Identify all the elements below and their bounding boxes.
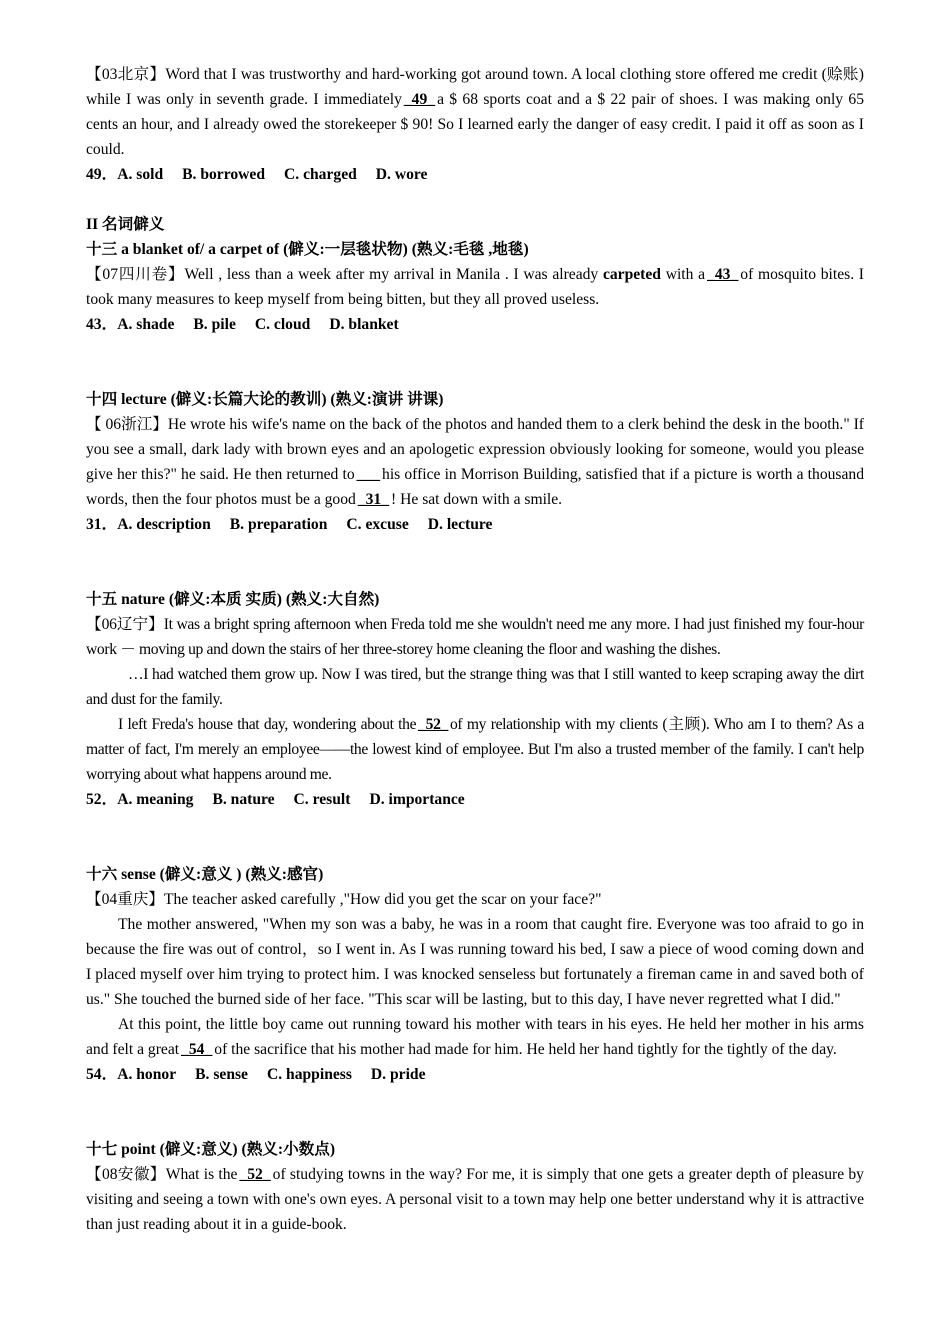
document-page bbox=[86, 62, 864, 1237]
blank-31: _31_ bbox=[357, 491, 390, 508]
option-d: D. blanket bbox=[329, 316, 399, 333]
option-a: A. description bbox=[117, 516, 211, 533]
passage-49: 【03北京】Word that I was trustworthy and hard-working got around town. A local clothing store offered me credit (赊账) while I was only in seventh grade. I immediately _49_ a $ 68 sports coat and a $ 22 pair of shoes. I was making only 65 cents an hour, and I already owed the storekeeper $ 90! So I learned early the danger of easy credit. I paid it off as soon as I could. bbox=[86, 66, 864, 158]
passage-52-para-2: …I had watched them grow up. Now I was tired, but the strange thing was that I still wanted to keep scraping away the dirt and dust for the family. bbox=[86, 666, 864, 708]
option-c: C. happiness bbox=[266, 1066, 352, 1083]
blank-54: _54_ bbox=[181, 1041, 213, 1058]
part-heading: II 名词僻义 bbox=[86, 216, 165, 233]
option-a: A. shade bbox=[117, 316, 175, 333]
option-b: B. borrowed bbox=[182, 166, 266, 183]
section-heading-14: 十四 lecture (僻义:长篇大论的教训) (熟义:演讲 讲课) bbox=[86, 391, 444, 408]
blank-52: _52_ bbox=[418, 716, 448, 733]
option-d: D. wore bbox=[375, 166, 428, 183]
option-b: B. sense bbox=[195, 1066, 248, 1083]
section-heading-16: 十六 sense (僻义:意义 ) (熟义:感官) bbox=[86, 866, 324, 883]
options-54 bbox=[86, 1062, 864, 1087]
passage-54-para-3: At this point, the little boy came out running toward his mother with tears in his eyes. He held her mother in his arms and felt a great _54_ of the sacrifice that his mother had made for him. He held her hand tightly for the tightly of the day. bbox=[86, 1016, 864, 1058]
passage-43: 【07四川卷】Well , less than a week after my arrival in Manila . I was already carpeted with a _43_ of mosquito bites. I took many measures to keep myself from being bitten, but they all proved useless. bbox=[86, 266, 864, 308]
option-b: B. preparation bbox=[229, 516, 328, 533]
question-number: 43． bbox=[86, 316, 118, 333]
section-heading-15: 十五 nature (僻义:本质 实质) (熟义:大自然) bbox=[86, 591, 380, 608]
passage-52b: 【08安徽】What is the _52_ of studying towns in the way? For me, it is simply that one gets a greater depth of pleasure by visiting and seeing a town with one's own eyes. A personal visit to a town may help one better understand why it is attractive than just reading about it in a guide-book. bbox=[86, 1166, 865, 1233]
passage-52-para-1: 【06辽宁】It was a bright spring afternoon when Freda told me she wouldn't need me any more. I had just finished my four-hour work － moving up and down the stairs of her three-storey home cleaning the floor and washing the dishes. bbox=[86, 616, 864, 658]
options-49 bbox=[86, 162, 864, 187]
section-heading-17: 十七 point (僻义:意义) (熟义:小数点) bbox=[86, 1141, 336, 1158]
option-c: C. charged bbox=[284, 166, 357, 183]
option-d: D. importance bbox=[369, 791, 465, 808]
question-number: 31． bbox=[86, 516, 118, 533]
passage-31: 【 06浙江】He wrote his wife's name on the back of the photos and handed them to a clerk behind the desk in the booth." If you see a small, dark lady with brown eyes and an apologetic expression obviously looking for someone, would you please give her this?" he said. He then returned to ___ his office in Morrison Building, satisfied that if a picture is worth a thousand words, then the four photos must be a good _31_ ! He sat down with a smile. bbox=[86, 416, 864, 508]
options-43 bbox=[86, 312, 864, 337]
options-52 bbox=[86, 787, 864, 812]
question-number: 49． bbox=[86, 166, 118, 183]
passage-52-para-3: I left Freda's house that day, wondering about the _52_ of my relationship with my clients (主顾). Who am I to them? As a matter of fact, I'm merely an employee——the lowest kind of employee. But I'm also a trusted member of the family. I can't help worrying about what happens around me. bbox=[86, 716, 865, 783]
option-a: A. meaning bbox=[117, 791, 194, 808]
options-31 bbox=[86, 512, 864, 537]
blank-49: _49_ bbox=[403, 91, 436, 108]
option-d: D. lecture bbox=[427, 516, 493, 533]
option-a: A. sold bbox=[117, 166, 164, 183]
passage-54-para-1: 【04重庆】The teacher asked carefully ,"How did you get the scar on your face?" bbox=[86, 891, 602, 908]
option-b: B. pile bbox=[193, 316, 236, 333]
blank-43: _43_ bbox=[707, 266, 739, 283]
blank-52b: _52_ bbox=[239, 1166, 271, 1183]
option-d: D. pride bbox=[370, 1066, 426, 1083]
option-b: B. nature bbox=[212, 791, 275, 808]
option-c: C. excuse bbox=[346, 516, 409, 533]
blank-unnumbered: ___ bbox=[356, 466, 381, 483]
section-heading-13: 十三 a blanket of/ a carpet of (僻义:一层毯状物) (熟义:毛毯 ,地毯) bbox=[86, 241, 529, 258]
passage-54-para-2: The mother answered, "When my son was a baby, he was in a room that caught fire. Everyone was too afraid to go in because the fire was out of control，so I went in. As I was running toward his bed, I saw a piece of wood coming down and I placed myself over him trying to protect him. I was knocked senseless but fortunately a fireman came in and saved both of us." She touched the burned side of her face. "This scar will be lasting, but to this day, I have never regretted what I did." bbox=[86, 916, 864, 1008]
option-c: C. result bbox=[293, 791, 351, 808]
option-c: C. cloud bbox=[254, 316, 311, 333]
question-number: 52． bbox=[86, 791, 118, 808]
question-number: 54． bbox=[86, 1066, 118, 1083]
option-a: A. honor bbox=[117, 1066, 177, 1083]
